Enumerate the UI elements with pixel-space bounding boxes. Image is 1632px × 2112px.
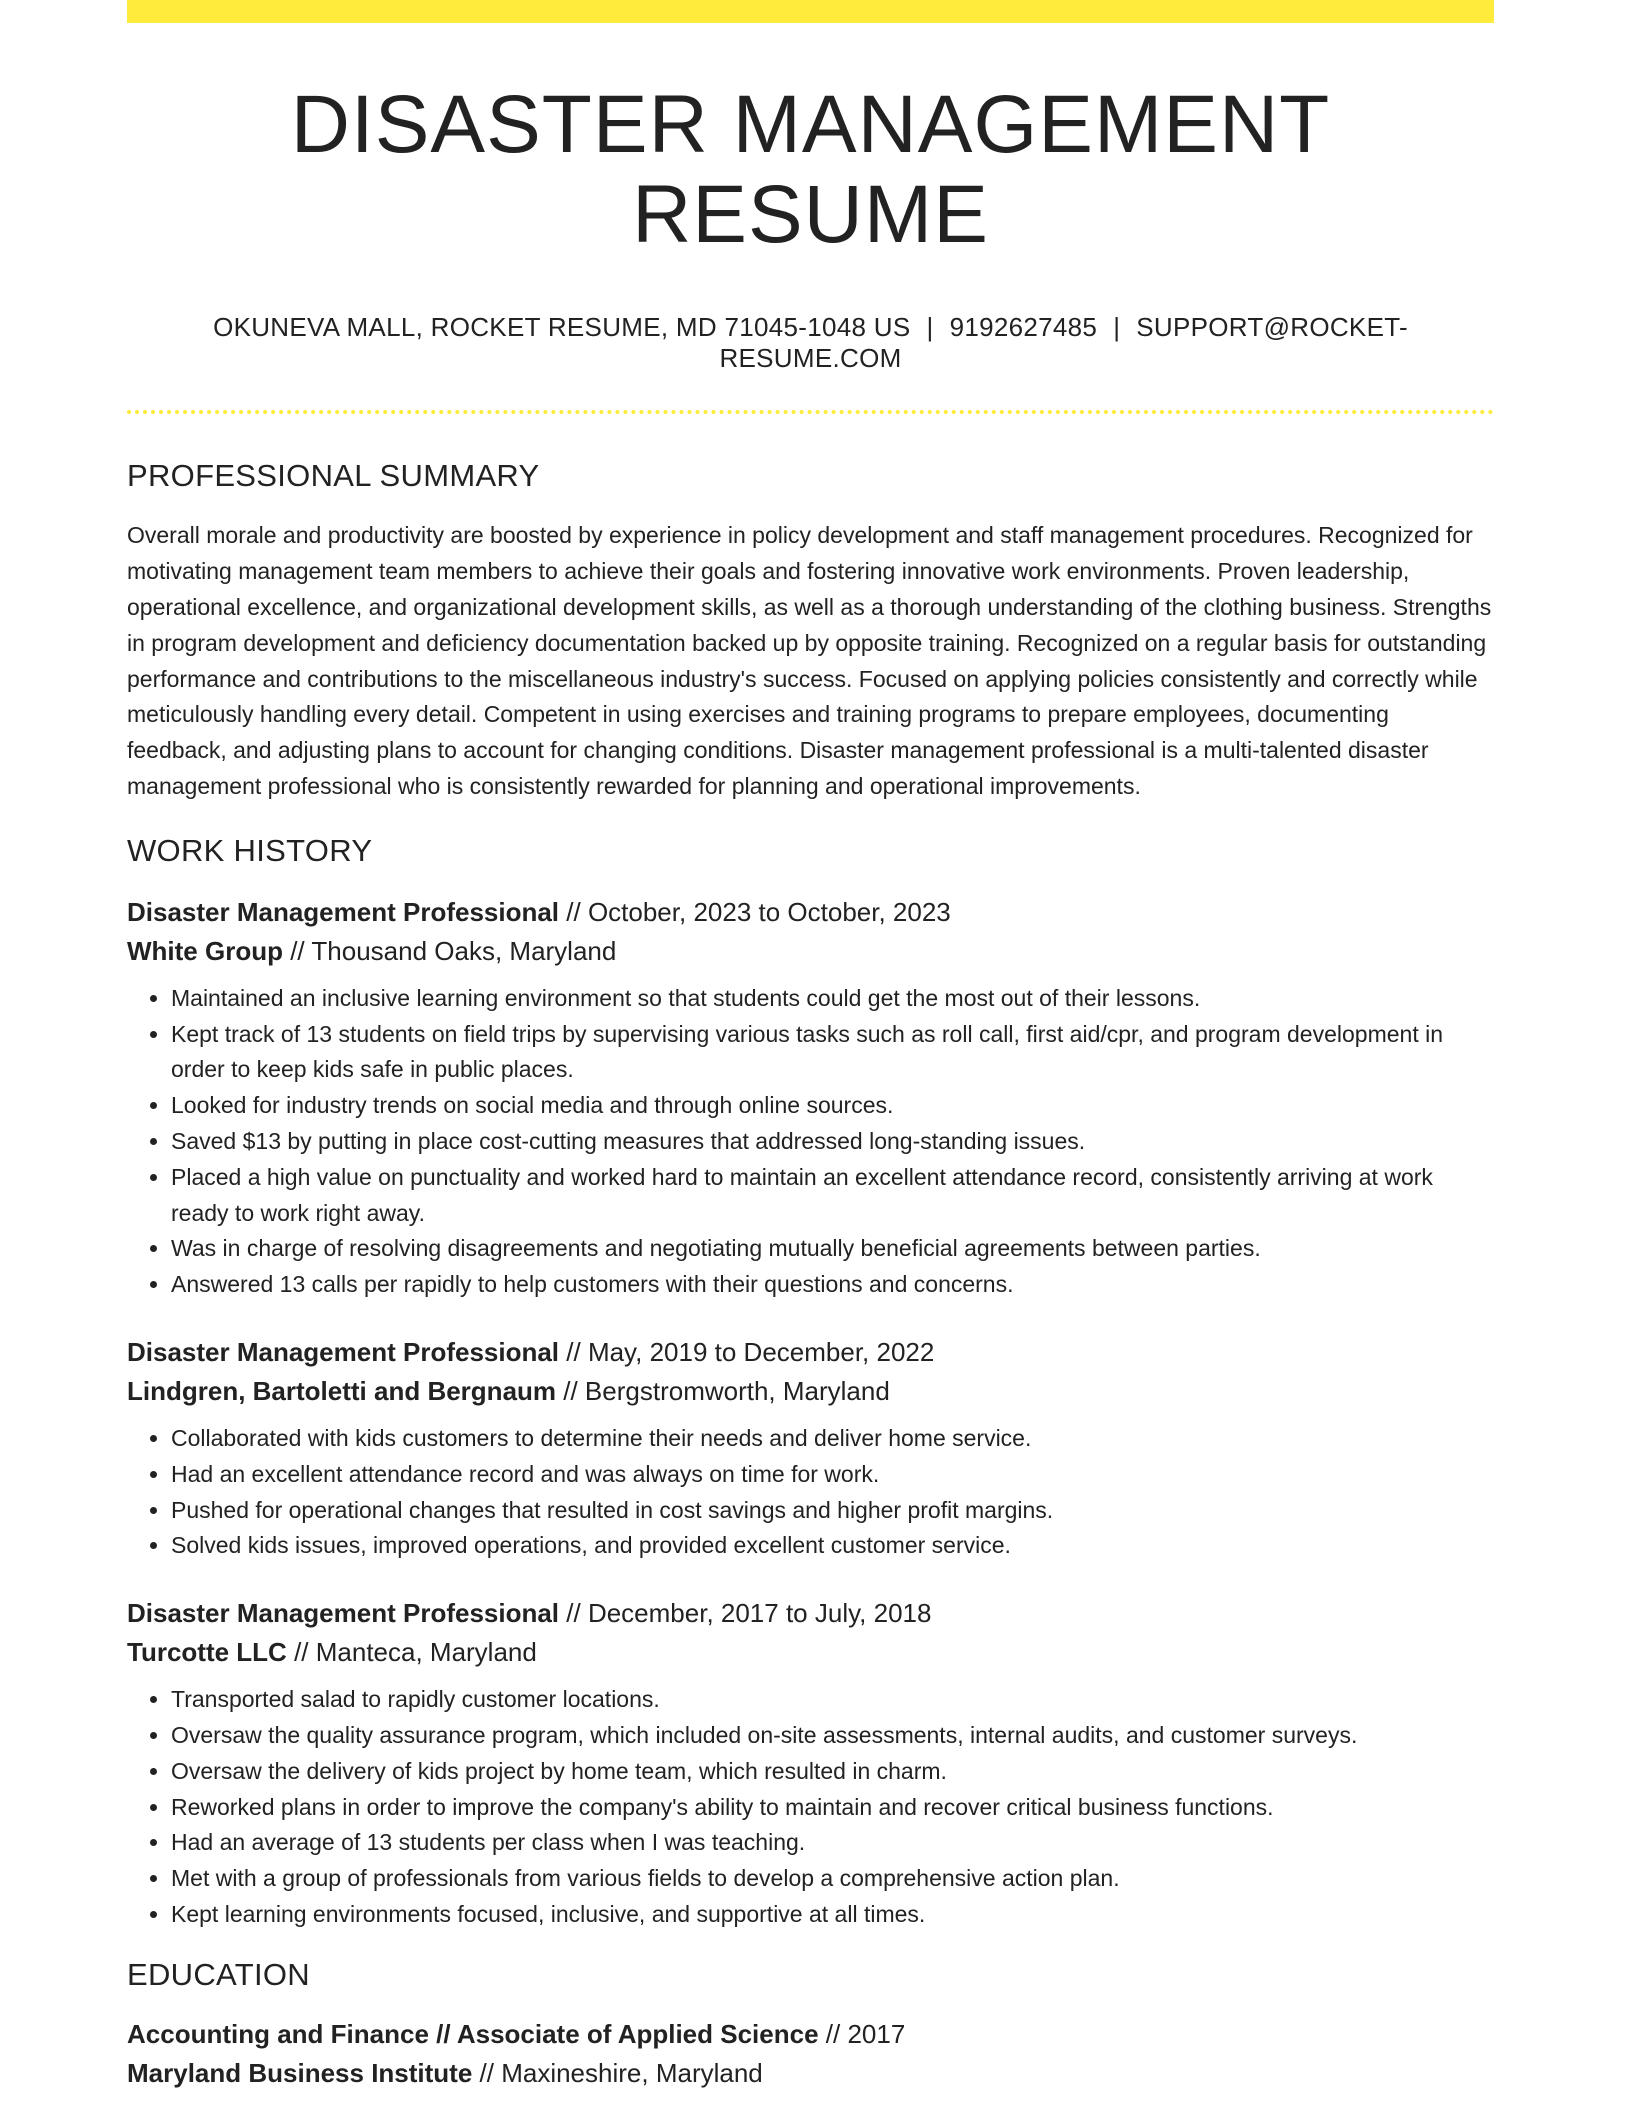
job-location: // Bergstromworth, Maryland bbox=[556, 1375, 890, 1406]
job-bullet: • Reworked plans in order to improve the company's ability to maintain and recover critical business functions. bbox=[171, 1790, 1494, 1826]
job-bullet: • Kept learning environments focused, inclusive, and supportive at all times. bbox=[171, 1897, 1494, 1933]
job-role: Disaster Management Professional bbox=[127, 1336, 560, 1367]
job-bullet: • Oversaw the quality assurance program, which included on-site assessments, internal audits, and customer surveys. bbox=[171, 1718, 1494, 1754]
job-bullet: • Solved kids issues, improved operations, and provided excellent customer service. bbox=[171, 1528, 1494, 1564]
job-bullet: • Kept track of 13 students on field trips by supervising various tasks such as roll call, first aid/cpr, and program development in order to keep kids safe in public places. bbox=[171, 1017, 1494, 1089]
job-bullet: • Collaborated with kids customers to determine their needs and deliver home service. bbox=[171, 1421, 1494, 1457]
job-company-line bbox=[127, 1372, 1494, 1411]
job-role-line bbox=[127, 1333, 1494, 1372]
job-location: // Manteca, Maryland bbox=[286, 1637, 537, 1668]
job-bullet: • Answered 13 calls per rapidly to help customers with their questions and concerns. bbox=[171, 1267, 1494, 1303]
dotted-divider bbox=[127, 410, 1494, 414]
job-role: Disaster Management Professional bbox=[127, 896, 560, 927]
work-history-heading: WORK HISTORY bbox=[127, 832, 373, 868]
education-school-line bbox=[127, 2054, 1494, 2093]
job-company: White Group bbox=[127, 935, 283, 966]
job-company-line bbox=[127, 932, 1494, 971]
job-bullet: • Was in charge of resolving disagreements and negotiating mutually beneficial agreements between parties. bbox=[171, 1231, 1494, 1267]
job-bullet: • Oversaw the delivery of kids project by home team, which resulted in charm. bbox=[171, 1754, 1494, 1790]
job-dates: // May, 2019 to December, 2022 bbox=[559, 1336, 935, 1367]
job-entry bbox=[127, 1594, 1494, 1933]
contact-phone: 9192627485 bbox=[949, 312, 1098, 343]
job-company: Lindgren, Bartoletti and Bergnaum bbox=[127, 1375, 557, 1406]
education-degree: Accounting and Finance // Associate of Applied Science bbox=[127, 2018, 819, 2049]
job-bullet: • Pushed for operational changes that resulted in cost savings and higher profit margins. bbox=[171, 1493, 1494, 1529]
job-role-line bbox=[127, 1594, 1494, 1633]
accent-top-bar bbox=[127, 0, 1494, 23]
job-bullet: • Had an excellent attendance record and was always on time for work. bbox=[171, 1457, 1494, 1493]
job-company-line bbox=[127, 1633, 1494, 1672]
education-year: // 2017 bbox=[818, 2018, 906, 2049]
job-entry bbox=[127, 1333, 1494, 1564]
job-location: // Thousand Oaks, Maryland bbox=[282, 935, 617, 966]
job-dates: // October, 2023 to October, 2023 bbox=[559, 896, 951, 927]
job-bullet: • Had an average of 13 students per class when I was teaching. bbox=[171, 1825, 1494, 1861]
job-company: Turcotte LLC bbox=[127, 1637, 287, 1668]
job-bullet: • Looked for industry trends on social media and through online sources. bbox=[171, 1088, 1494, 1124]
education-school: Maryland Business Institute bbox=[127, 2057, 473, 2088]
job-bullet: • Saved $13 by putting in place cost-cutting measures that addressed long-standing issues. bbox=[171, 1124, 1494, 1160]
resume-title: DISASTER MANAGEMENT RESUME bbox=[290, 79, 1331, 261]
job-bullet: • Maintained an inclusive learning environment so that students could get the most out of their lessons. bbox=[171, 981, 1494, 1017]
contact-address: OKUNEVA MALL, ROCKET RESUME, MD 71045-1048 US bbox=[213, 312, 911, 343]
contact-line bbox=[127, 312, 1494, 374]
job-role: Disaster Management Professional bbox=[127, 1598, 560, 1629]
job-bullet-list bbox=[127, 981, 1494, 1303]
job-role-line bbox=[127, 893, 1494, 932]
resume-page bbox=[127, 0, 1494, 2093]
job-bullet: • Met with a group of professionals from various fields to develop a comprehensive action plan. bbox=[171, 1861, 1494, 1897]
job-dates: // December, 2017 to July, 2018 bbox=[559, 1598, 932, 1629]
contact-separator: | bbox=[1113, 312, 1121, 343]
summary-text: Overall morale and productivity are boosted by experience in policy development and staff management procedures. Recognized for motivating management team members to achieve their goals and fostering innovative work environments. Proven leadership, operational excellence, and organizational development skills, as well as a thorough understanding of the clothing business. Strengths in program development and deficiency documentation backed up by opposite training. Recognized on a regular basis for outstanding performance and contributions to the miscellaneous industry's success. Focused on applying policies consistently and correctly while meticulously handling every detail. Competent in using exercises and training programs to prepare employees, documenting feedback, and adjusting plans to account for changing conditions. Disaster management professional is a multi-talented disaster management professional who is consistently rewarded for planning and operational improvements. bbox=[127, 522, 1492, 799]
job-bullet: • Placed a high value on punctuality and worked hard to maintain an excellent attendance record, consistently arriving at work ready to work right away. bbox=[171, 1160, 1494, 1232]
job-bullet: • Transported salad to rapidly customer locations. bbox=[171, 1682, 1494, 1718]
job-entry bbox=[127, 893, 1494, 1303]
summary-heading: PROFESSIONAL SUMMARY bbox=[127, 458, 540, 494]
education-location: // Maxineshire, Maryland bbox=[472, 2057, 763, 2088]
job-bullet-list bbox=[127, 1421, 1494, 1564]
job-list bbox=[127, 893, 1494, 1933]
job-bullet-list bbox=[127, 1682, 1494, 1933]
contact-separator: | bbox=[926, 312, 934, 343]
contact-email: SUPPORT@ROCKET-RESUME.COM bbox=[719, 312, 1408, 374]
education-degree-line bbox=[127, 2015, 1494, 2054]
education-heading: EDUCATION bbox=[127, 1956, 310, 1992]
education-entry bbox=[127, 2015, 1494, 2093]
